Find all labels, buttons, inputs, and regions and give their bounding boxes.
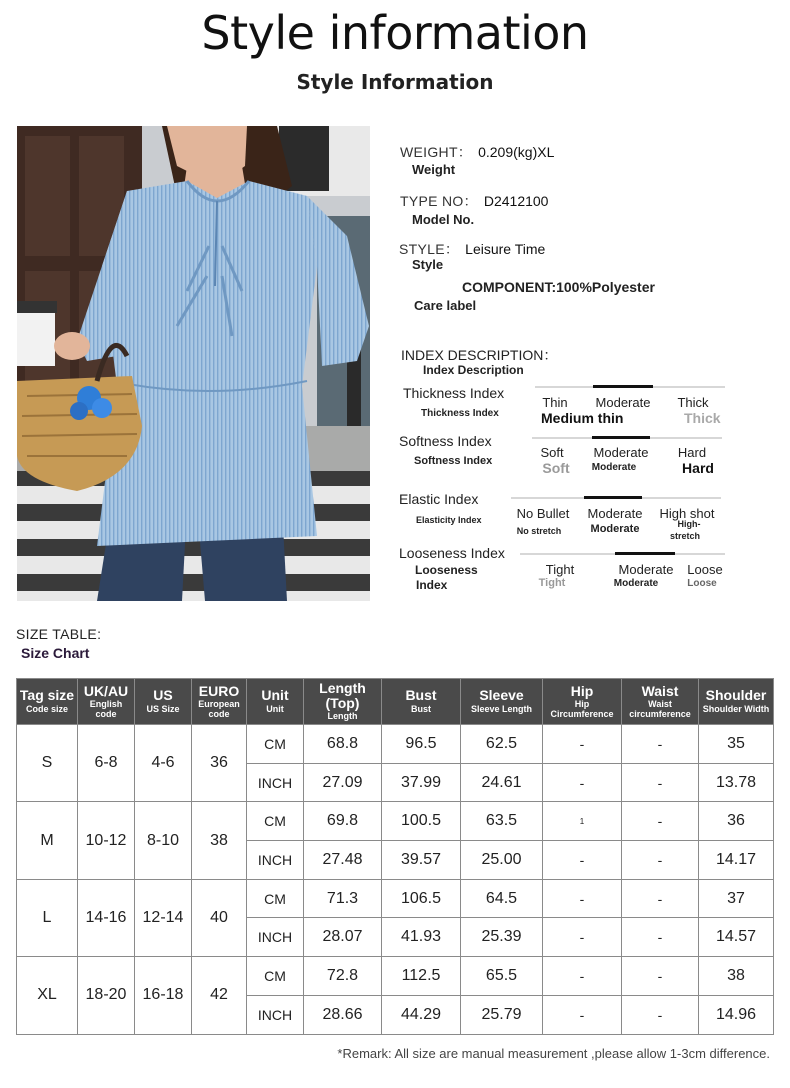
cell-us: 4-6 xyxy=(135,725,192,802)
cell-uk: 18-20 xyxy=(78,957,135,1034)
cell-hip: - xyxy=(543,995,622,1034)
cell-bust: 39.57 xyxy=(382,841,461,880)
remark-text: *Remark: All size are manual measurement ,please allow 1-3cm difference. xyxy=(337,1046,770,1061)
cell-length: 69.8 xyxy=(304,802,382,841)
cell-bust: 44.29 xyxy=(382,995,461,1034)
cell-bust: 37.99 xyxy=(382,763,461,802)
cell-us: 8-10 xyxy=(135,802,192,879)
cell-sleeve: 64.5 xyxy=(461,879,543,918)
looseness-name-sub-2: Index xyxy=(416,578,448,592)
cell-euro: 42 xyxy=(192,957,247,1034)
cell-tag: XL xyxy=(17,957,78,1034)
cell-sleeve: 25.39 xyxy=(461,918,543,957)
thickness-name-sub: Thickness Index xyxy=(421,408,499,419)
care-label-sub: Care label xyxy=(414,298,477,313)
cell-waist: - xyxy=(622,763,699,802)
cell-waist: - xyxy=(622,841,699,880)
softness-marker xyxy=(592,436,650,439)
cell-length: 27.48 xyxy=(304,841,382,880)
thickness-marker xyxy=(593,385,653,388)
cell-waist: - xyxy=(622,957,699,996)
cell-length: 28.07 xyxy=(304,918,382,957)
type-row xyxy=(400,191,548,211)
looseness-sub-loose: Loose xyxy=(687,578,717,589)
cell-waist: - xyxy=(622,802,699,841)
cell-waist: - xyxy=(622,725,699,764)
weight-sub: Weight xyxy=(412,162,456,177)
cell-unit: INCH xyxy=(247,918,304,957)
index-title-sub: Index Description xyxy=(423,363,524,377)
weight-label: WEIGHT： xyxy=(400,144,473,160)
looseness-name-sub-1: Looseness xyxy=(415,563,478,577)
header-bust: Bust Bust xyxy=(382,679,461,725)
cell-uk: 14-16 xyxy=(78,879,135,956)
cell-shoulder: 14.96 xyxy=(699,995,774,1034)
cell-unit: INCH xyxy=(247,995,304,1034)
weight-row xyxy=(400,142,554,162)
cell-unit: CM xyxy=(247,879,304,918)
cell-hip: - xyxy=(543,841,622,880)
cell-tag: S xyxy=(17,725,78,802)
cell-length: 27.09 xyxy=(304,763,382,802)
looseness-name: Looseness Index xyxy=(399,545,505,561)
thickness-name: Thickness Index xyxy=(403,385,505,401)
cell-hip: - xyxy=(543,918,622,957)
table-row xyxy=(17,725,774,764)
style-label: STYLE： xyxy=(399,241,460,257)
table-row xyxy=(17,879,774,918)
header-length: Length (Top) Length xyxy=(304,679,382,725)
cell-sleeve: 62.5 xyxy=(461,725,543,764)
style-row xyxy=(399,239,545,259)
cell-hip: - xyxy=(543,879,622,918)
softness-sub-hard: Hard xyxy=(682,460,714,476)
cell-tag: L xyxy=(17,879,78,956)
elastic-marker xyxy=(584,496,642,499)
elastic-name-sub: Elasticity Index xyxy=(416,515,482,525)
cell-length: 28.66 xyxy=(304,995,382,1034)
cell-waist: - xyxy=(622,995,699,1034)
elastic-opt-no-bullet: No Bullet xyxy=(516,506,570,521)
cell-shoulder: 14.57 xyxy=(699,918,774,957)
header-euro: EURO European code xyxy=(192,679,247,725)
type-sub: Model No. xyxy=(412,212,475,227)
header-us: US US Size xyxy=(135,679,192,725)
cell-sleeve: 25.00 xyxy=(461,841,543,880)
header-sleeve: Sleeve Sleeve Length xyxy=(461,679,543,725)
header-tag-size: Tag size Code size xyxy=(17,679,78,725)
thickness-sub-thick: Thick xyxy=(684,410,721,426)
cell-sleeve: 63.5 xyxy=(461,802,543,841)
cell-euro: 40 xyxy=(192,879,247,956)
header-hip: Hip Hip Circumference xyxy=(543,679,622,725)
thickness-opt-thick: Thick xyxy=(677,395,709,410)
type-label: TYPE NO： xyxy=(400,193,478,209)
type-value: D2412100 xyxy=(483,193,549,209)
style-sub: Style xyxy=(412,257,444,272)
product-photo xyxy=(17,126,370,601)
header-uk-au: UK/AU English code xyxy=(78,679,135,725)
cell-length: 71.3 xyxy=(304,879,382,918)
table-row xyxy=(17,957,774,996)
style-value: Leisure Time xyxy=(465,241,546,257)
cell-hip: 1 xyxy=(543,802,622,841)
cell-hip: - xyxy=(543,725,622,764)
table-row xyxy=(17,802,774,841)
cell-us: 12-14 xyxy=(135,879,192,956)
cell-unit: INCH xyxy=(247,763,304,802)
size-table-label: SIZE TABLE: xyxy=(16,626,102,642)
softness-name: Softness Index xyxy=(399,433,492,449)
header-waist: Waist Waist circumference xyxy=(622,679,699,725)
elastic-name: Elastic Index xyxy=(399,491,479,507)
index-title: INDEX DESCRIPTION： xyxy=(401,347,558,363)
looseness-opt-moderate: Moderate xyxy=(618,562,674,577)
cell-tag: M xyxy=(17,802,78,879)
cell-hip: - xyxy=(543,957,622,996)
cell-shoulder: 35 xyxy=(699,725,774,764)
cell-sleeve: 24.61 xyxy=(461,763,543,802)
cell-bust: 41.93 xyxy=(382,918,461,957)
cell-length: 72.8 xyxy=(304,957,382,996)
elastic-sub-no-stretch: No stretch xyxy=(516,526,562,536)
elastic-sub-stretch: stretch xyxy=(669,531,700,541)
cell-euro: 36 xyxy=(192,725,247,802)
cell-shoulder: 36 xyxy=(699,802,774,841)
cell-sleeve: 65.5 xyxy=(461,957,543,996)
looseness-opt-tight: Tight xyxy=(545,562,575,577)
cell-bust: 112.5 xyxy=(382,957,461,996)
thickness-opt-thin: Thin xyxy=(542,395,568,410)
cell-euro: 38 xyxy=(192,802,247,879)
cell-sleeve: 25.79 xyxy=(461,995,543,1034)
looseness-sub-tight: Tight xyxy=(538,577,566,589)
cell-waist: - xyxy=(622,918,699,957)
softness-opt-soft: Soft xyxy=(540,445,564,460)
cell-shoulder: 38 xyxy=(699,957,774,996)
thickness-sub-medium-thin: Medium thin xyxy=(541,410,624,426)
header-shoulder: Shoulder Shoulder Width xyxy=(699,679,774,725)
cell-length: 68.8 xyxy=(304,725,382,764)
softness-sub-moderate: Moderate xyxy=(591,462,637,473)
cell-unit: INCH xyxy=(247,841,304,880)
elastic-opt-moderate: Moderate xyxy=(587,506,643,521)
size-table-sub: Size Chart xyxy=(21,645,90,661)
softness-opt-hard: Hard xyxy=(677,445,707,460)
elastic-opt-high-shot: High shot xyxy=(659,506,715,521)
cell-bust: 100.5 xyxy=(382,802,461,841)
looseness-marker xyxy=(615,552,675,555)
elastic-sub-moderate: Moderate xyxy=(590,523,640,535)
cell-bust: 96.5 xyxy=(382,725,461,764)
cell-unit: CM xyxy=(247,725,304,764)
looseness-opt-loose: Loose xyxy=(687,562,723,577)
cell-us: 16-18 xyxy=(135,957,192,1034)
cell-uk: 6-8 xyxy=(78,725,135,802)
softness-sub-soft: Soft xyxy=(542,460,570,476)
weight-value: 0.209(kg)XL xyxy=(478,144,555,160)
page-title: Style information xyxy=(201,6,589,60)
elastic-sub-high: High- xyxy=(677,519,701,529)
cell-shoulder: 37 xyxy=(699,879,774,918)
cell-hip: - xyxy=(543,763,622,802)
cell-unit: CM xyxy=(247,802,304,841)
component-text: COMPONENT:100%Polyester xyxy=(462,279,655,295)
cell-unit: CM xyxy=(247,957,304,996)
thickness-opt-moderate: Moderate xyxy=(595,395,651,410)
cell-waist: - xyxy=(622,879,699,918)
page-subtitle: Style Information xyxy=(296,70,494,94)
cell-shoulder: 14.17 xyxy=(699,841,774,880)
header-unit: Unit Unit xyxy=(247,679,304,725)
size-table-header xyxy=(17,679,774,725)
looseness-sub-moderate: Moderate xyxy=(613,578,659,589)
size-table xyxy=(16,678,774,1035)
cell-uk: 10-12 xyxy=(78,802,135,879)
softness-name-sub: Softness Index xyxy=(414,455,493,467)
cell-shoulder: 13.78 xyxy=(699,763,774,802)
softness-opt-moderate: Moderate xyxy=(593,445,649,460)
cell-bust: 106.5 xyxy=(382,879,461,918)
